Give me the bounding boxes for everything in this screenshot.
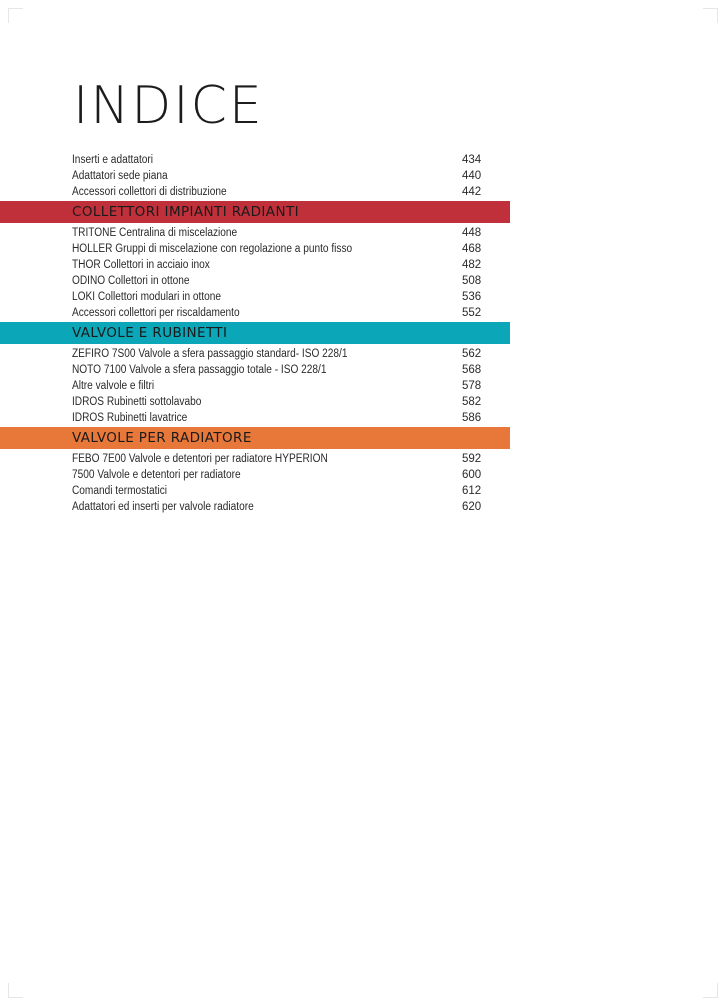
toc-entry-page-number: 568 [462, 364, 482, 376]
toc-entry-page-number: 562 [462, 348, 482, 360]
toc-entry[interactable] [0, 184, 510, 200]
toc-entry-page-number: 592 [462, 453, 482, 465]
toc-entry[interactable] [0, 225, 510, 241]
toc-entry-label: HOLLER Gruppi di miscelazione con regolazione a punto fisso [72, 243, 353, 255]
toc-entry-label: LOKI Collettori modulari in ottone [72, 291, 222, 303]
section-heading-band[interactable] [0, 201, 510, 223]
toc-entry-label: ZEFIRO 7S00 Valvole a sfera passaggio standard- ISO 228/1 [72, 348, 348, 360]
toc-entry-page-number: 552 [462, 307, 482, 319]
toc-entry[interactable] [0, 152, 510, 168]
toc-entry-page-number: 442 [462, 186, 482, 198]
toc-entry-page-number: 582 [462, 396, 482, 408]
toc-entry[interactable] [0, 305, 510, 321]
toc-entry[interactable] [0, 289, 510, 305]
toc-entry[interactable] [0, 410, 510, 426]
toc-entry[interactable] [0, 378, 510, 394]
toc-entry-label: THOR Collettori in acciaio inox [72, 259, 210, 271]
table-of-contents [0, 152, 510, 515]
toc-entry-label: 7500 Valvole e detentori per radiatore [72, 469, 241, 481]
toc-entry-page-number: 482 [462, 259, 482, 271]
toc-entry-label: IDROS Rubinetti sottolavabo [72, 396, 202, 408]
toc-entry-label: Accessori collettori per riscaldamento [72, 307, 240, 319]
toc-entry-page-number: 440 [462, 170, 482, 182]
toc-entry-page-number: 468 [462, 243, 482, 255]
crop-mark [703, 983, 718, 998]
toc-entry-label: Comandi termostatici [72, 485, 168, 497]
toc-entry-label: Adattatori ed inserti per valvole radiatore [72, 501, 254, 513]
toc-entry-label: FEBO 7E00 Valvole e detentori per radiatore HYPERION [72, 453, 328, 465]
section-heading: VALVOLE PER RADIATORE [72, 430, 252, 446]
toc-entry[interactable] [0, 362, 510, 378]
toc-entry-label: Inserti e adattatori [72, 154, 154, 166]
toc-entry-label: ODINO Collettori in ottone [72, 275, 190, 287]
toc-entry-label: NOTO 7100 Valvole a sfera passaggio totale - ISO 228/1 [72, 364, 327, 376]
toc-entry[interactable] [0, 483, 510, 499]
toc-entry[interactable] [0, 467, 510, 483]
toc-entry-page-number: 578 [462, 380, 482, 392]
toc-entry[interactable] [0, 168, 510, 184]
toc-entry-page-number: 508 [462, 275, 482, 287]
toc-entry-label: IDROS Rubinetti lavatrice [72, 412, 188, 424]
toc-entry-page-number: 600 [462, 469, 482, 481]
toc-entry-page-number: 620 [462, 501, 482, 513]
crop-mark [8, 8, 23, 23]
crop-mark [8, 983, 23, 998]
toc-entry-page-number: 612 [462, 485, 482, 497]
toc-entry[interactable] [0, 273, 510, 289]
toc-entry-label: Adattatori sede piana [72, 170, 168, 182]
toc-entry[interactable] [0, 451, 510, 467]
toc-entry[interactable] [0, 346, 510, 362]
toc-entry-page-number: 536 [462, 291, 482, 303]
toc-entry[interactable] [0, 394, 510, 410]
section-heading-band[interactable] [0, 322, 510, 344]
toc-entry-page-number: 586 [462, 412, 482, 424]
page-title: INDICE [73, 76, 264, 136]
section-heading-band[interactable] [0, 427, 510, 449]
crop-mark [703, 8, 718, 23]
toc-entry-label: Altre valvole e filtri [72, 380, 155, 392]
toc-entry-page-number: 434 [462, 154, 482, 166]
toc-entry[interactable] [0, 257, 510, 273]
toc-entry-page-number: 448 [462, 227, 482, 239]
toc-entry[interactable] [0, 241, 510, 257]
toc-entry-label: TRITONE Centralina di miscelazione [72, 227, 238, 239]
section-heading: COLLETTORI IMPIANTI RADIANTI [72, 204, 299, 220]
toc-entry-label: Accessori collettori di distribuzione [72, 186, 227, 198]
section-heading: VALVOLE E RUBINETTI [72, 325, 228, 341]
toc-entry[interactable] [0, 499, 510, 515]
